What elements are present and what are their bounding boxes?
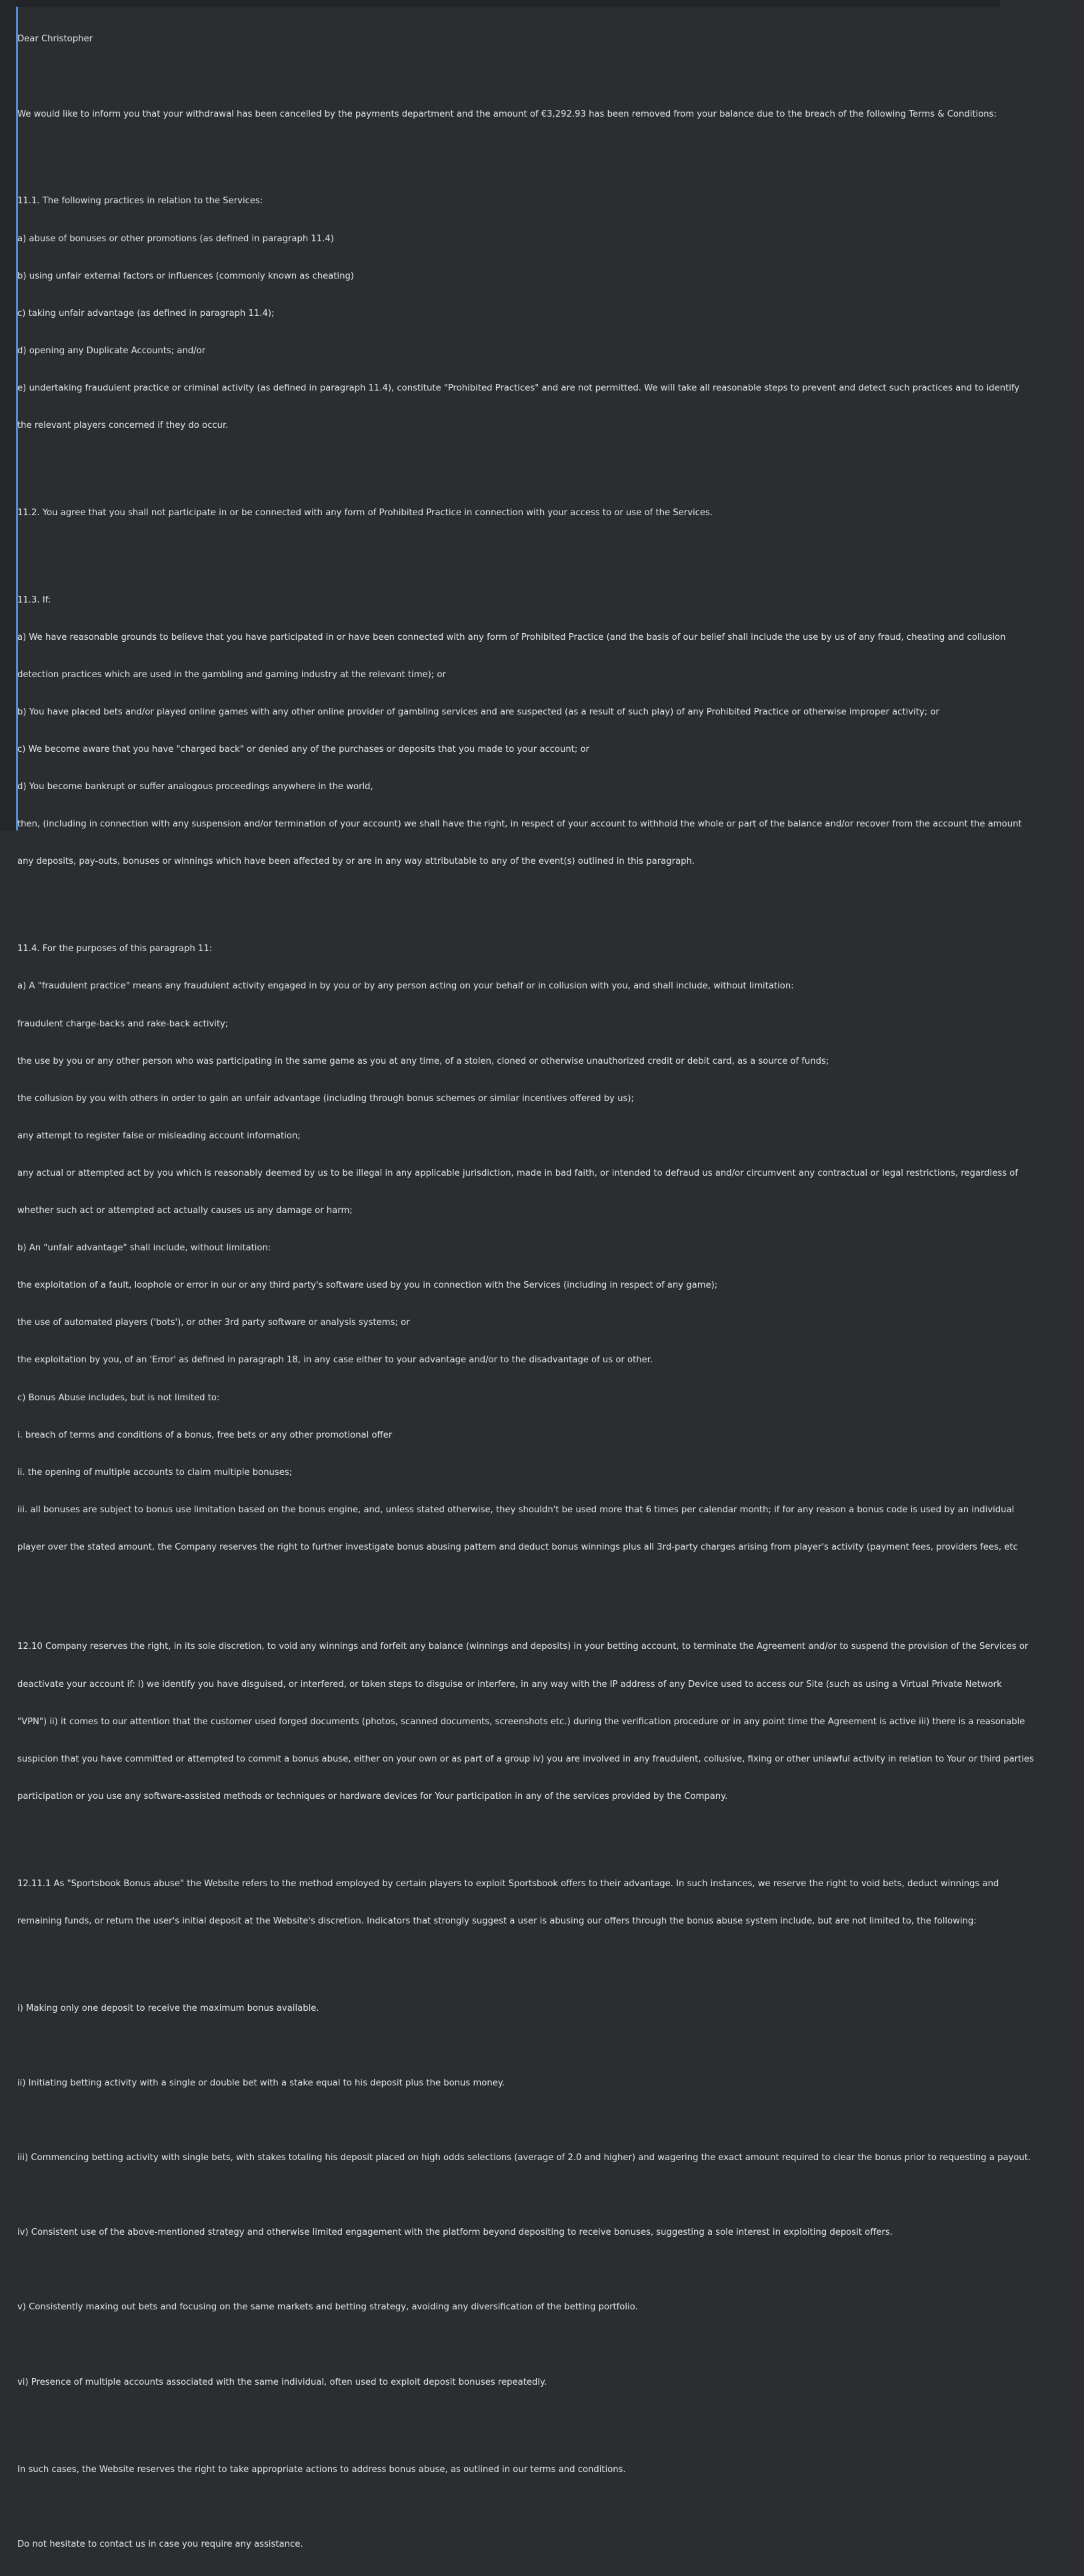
email-body [17, 9, 1084, 2576]
section-11-4-line: iii. all bonuses are subject to bonus use limitation based on the bonus engine, and, unless stated otherwise, they shouldn't be used more that 6 times per calendar month; if for any reason a bonus code is used by an individual [17, 1504, 1015, 1515]
section-11-1-heading: 11.1. The following practices in relation to the Services: [17, 196, 263, 207]
section-11-3-line: detection practices which are used in the gambling and gaming industry at the relevant time); or [17, 670, 446, 680]
section-11-4-line: b) An "unfair advantage" shall include, without limitation: [17, 1243, 271, 1254]
section-11-4-line: the collusion by you with others in order to gain an unfair advantage (including through bonus schemes or similar incentives offered by us); [17, 1093, 634, 1104]
left-gutter [0, 0, 16, 830]
section-11-4-line: a) A "fraudulent practice" means any fraudulent activity engaged in by you or by any person acting on your behalf or in collusion with you, and shall include, without limitation: [17, 981, 794, 992]
section-11-4-line: ii. the opening of multiple accounts to claim multiple bonuses; [17, 1467, 293, 1478]
indicator-vi: vi) Presence of multiple accounts associated with the same individual, often used to exploit deposit bonuses repeatedly. [17, 2377, 547, 2387]
section-11-4-line: the exploitation of a fault, loophole or error in our or any third party's software used by you in connection with the Services (including in respect of any game); [17, 1280, 718, 1291]
section-11-4-line: the use by you or any other person who was participating in the same game as you at any time, of a stolen, cloned or otherwise unauthorized credit or debit card, as a source of funds; [17, 1056, 829, 1066]
section-11-3-line: d) You become bankrupt or suffer analogous proceedings anywhere in the world, [17, 782, 373, 792]
section-12-11-1-line: 12.11.1 As "Sportsbook Bonus abuse" the Website refers to the method employed by certain players to exploit Sportsbook offers to their advantage. In such instances, we reserve the right to void bets, deduct winnings and [17, 1878, 999, 1889]
section-11-3-line: any deposits, pay-outs, bonuses or winnings which have been affected by or are in any way attributable to any of the event(s) outlined in this paragraph. [17, 856, 695, 867]
greeting: Dear Christopher [17, 34, 93, 45]
section-11-2: 11.2. You agree that you shall not participate in or be connected with any form of Prohibited Practice in connection with your access to or use of the Services. [17, 507, 713, 518]
section-12-10-line: participation or you use any software-assisted methods or techniques or hardware devices for Your participation in any of the services provided by the Company. [17, 1791, 728, 1802]
closing-statement: In such cases, the Website reserves the right to take appropriate actions to address bonus abuse, as outlined in our terms and conditions. [17, 2464, 626, 2475]
section-11-1-item-e-cont: the relevant players concerned if they do occur. [17, 421, 229, 431]
section-12-10-line: "VPN") ii) it comes to our attention that the customer used forged documents (photos, scanned documents, screenshots etc.) during the verification procedure or in any point time the Agreement is active iii) there is a reasonable [17, 1716, 1025, 1727]
section-11-4-line: i. breach of terms and conditions of a bonus, free bets or any other promotional offer [17, 1430, 393, 1440]
section-11-4-line: fraudulent charge-backs and rake-back activity; [17, 1018, 229, 1029]
section-11-1-item-a: a) abuse of bonuses or other promotions (as defined in paragraph 11.4) [17, 233, 334, 244]
indicator-ii: ii) Initiating betting activity with a single or double bet with a stake equal to his deposit plus the bonus money. [17, 2077, 505, 2088]
section-11-3-line: b) You have placed bets and/or played online games with any other online provider of gambling services and are suspected (as a result of such play) of any Prohibited Practice or otherwise improper activity; or [17, 707, 939, 718]
section-11-4-line: any attempt to register false or misleading account information; [17, 1130, 301, 1141]
section-11-1-item-d: d) opening any Duplicate Accounts; and/or [17, 345, 206, 356]
section-12-10-line: deactivate your account if: i) we identify you have disguised, or interfered, or taken steps to disguise or interfere, in any way with the IP address of any Device used to access our Site (such as using a Virtual Private Network [17, 1679, 1002, 1690]
section-11-1-item-e: e) undertaking fraudulent practice or criminal activity (as defined in paragraph 11.4), constitute "Prohibited Practices" and are not permitted. We will take all reasonable steps to prevent and detect such practices and to identify [17, 383, 1020, 393]
section-11-3-heading: 11.3. If: [17, 595, 51, 605]
section-11-4-line: c) Bonus Abuse includes, but is not limited to: [17, 1392, 220, 1403]
section-11-4-line: whether such act or attempted act actually causes us any damage or harm; [17, 1206, 353, 1216]
indicator-iv: iv) Consistent use of the above-mentioned strategy and otherwise limited engagement with the platform beyond depositing to receive bonuses, suggesting a sole interest in exploiting deposit offers. [17, 2227, 893, 2238]
section-11-1-item-c: c) taking unfair advantage (as defined in paragraph 11.4); [17, 308, 275, 319]
section-11-4-line: player over the stated amount, the Company reserves the right to further investigate bonus abusing pattern and deduct bonus winnings plus all 3rd-party charges arising from player's activity (payment fees, providers fees, etc [17, 1542, 1018, 1552]
section-11-3-line: a) We have reasonable grounds to believe that you have participated in or have been connected with any form of Prohibited Practice (and the basis of our belief shall include the use by us of any fraud, cheating and collusion [17, 632, 1006, 643]
section-11-3-line: c) We become aware that you have "charged back" or denied any of the purchases or deposits that you made to your account; or [17, 744, 589, 755]
section-12-10-line: 12.10 Company reserves the right, in its sole discretion, to void any winnings and forfeit any balance (winnings and deposits) in your betting account, to terminate the Agreement and/or to suspend the provision of the Services or [17, 1642, 1029, 1652]
section-11-4-line: the use of automated players ('bots'), or other 3rd party software or analysis systems; or [17, 1318, 410, 1328]
section-12-10-line: suspicion that you have committed or attempted to commit a bonus abuse, either on your own or as part of a group iv) you are involved in any fraudulent, collusive, fixing or other unlawful activity in relation to Your or third parties [17, 1754, 1034, 1764]
section-11-4-heading: 11.4. For the purposes of this paragraph 11: [17, 944, 213, 954]
closing-contact: Do not hesitate to contact us in case you require any assistance. [17, 2539, 303, 2549]
section-11-4-line: any actual or attempted act by you which is reasonably deemed by us to be illegal in any applicable jurisdiction, made in bad faith, or intended to defraud us and/or circumvent any contractual or legal restrictions, regardless of [17, 1168, 1018, 1178]
section-12-11-1-line: remaining funds, or return the user's initial deposit at the Website's discretion. Indicators that strongly suggest a user is abusing our offers through the bonus abuse system include, but are not limited to, the following: [17, 1916, 977, 1926]
section-11-1-item-b: b) using unfair external factors or influences (commonly known as cheating) [17, 271, 354, 281]
section-11-3-line: then, (including in connection with any suspension and/or termination of your account) we shall have the right, in respect of your account to withhold the whole or part of the balance and/or recover from the account the amount [17, 819, 1022, 830]
section-11-4-line: the exploitation by you, of an 'Error' as defined in paragraph 18, in any case either to your advantage and/or to the disadvantage of us or other. [17, 1355, 653, 1366]
intro-paragraph: We would like to inform you that your withdrawal has been cancelled by the payments department and the amount of €3,292.93 has been removed from your balance due to the breach of the following Terms & Conditions: [17, 109, 997, 119]
indicator-i: i) Making only one deposit to receive the maximum bonus available. [17, 2003, 319, 2013]
top-border [0, 0, 1000, 7]
indicator-v: v) Consistently maxing out bets and focusing on the same markets and betting strategy, avoiding any diversification of the betting portfolio. [17, 2302, 638, 2313]
indicator-iii: iii) Commencing betting activity with single bets, with stakes totaling his deposit placed on high odds selections (average of 2.0 and higher) and wagering the exact amount required to clear the bonus prior to requesting a payout. [17, 2153, 1031, 2163]
